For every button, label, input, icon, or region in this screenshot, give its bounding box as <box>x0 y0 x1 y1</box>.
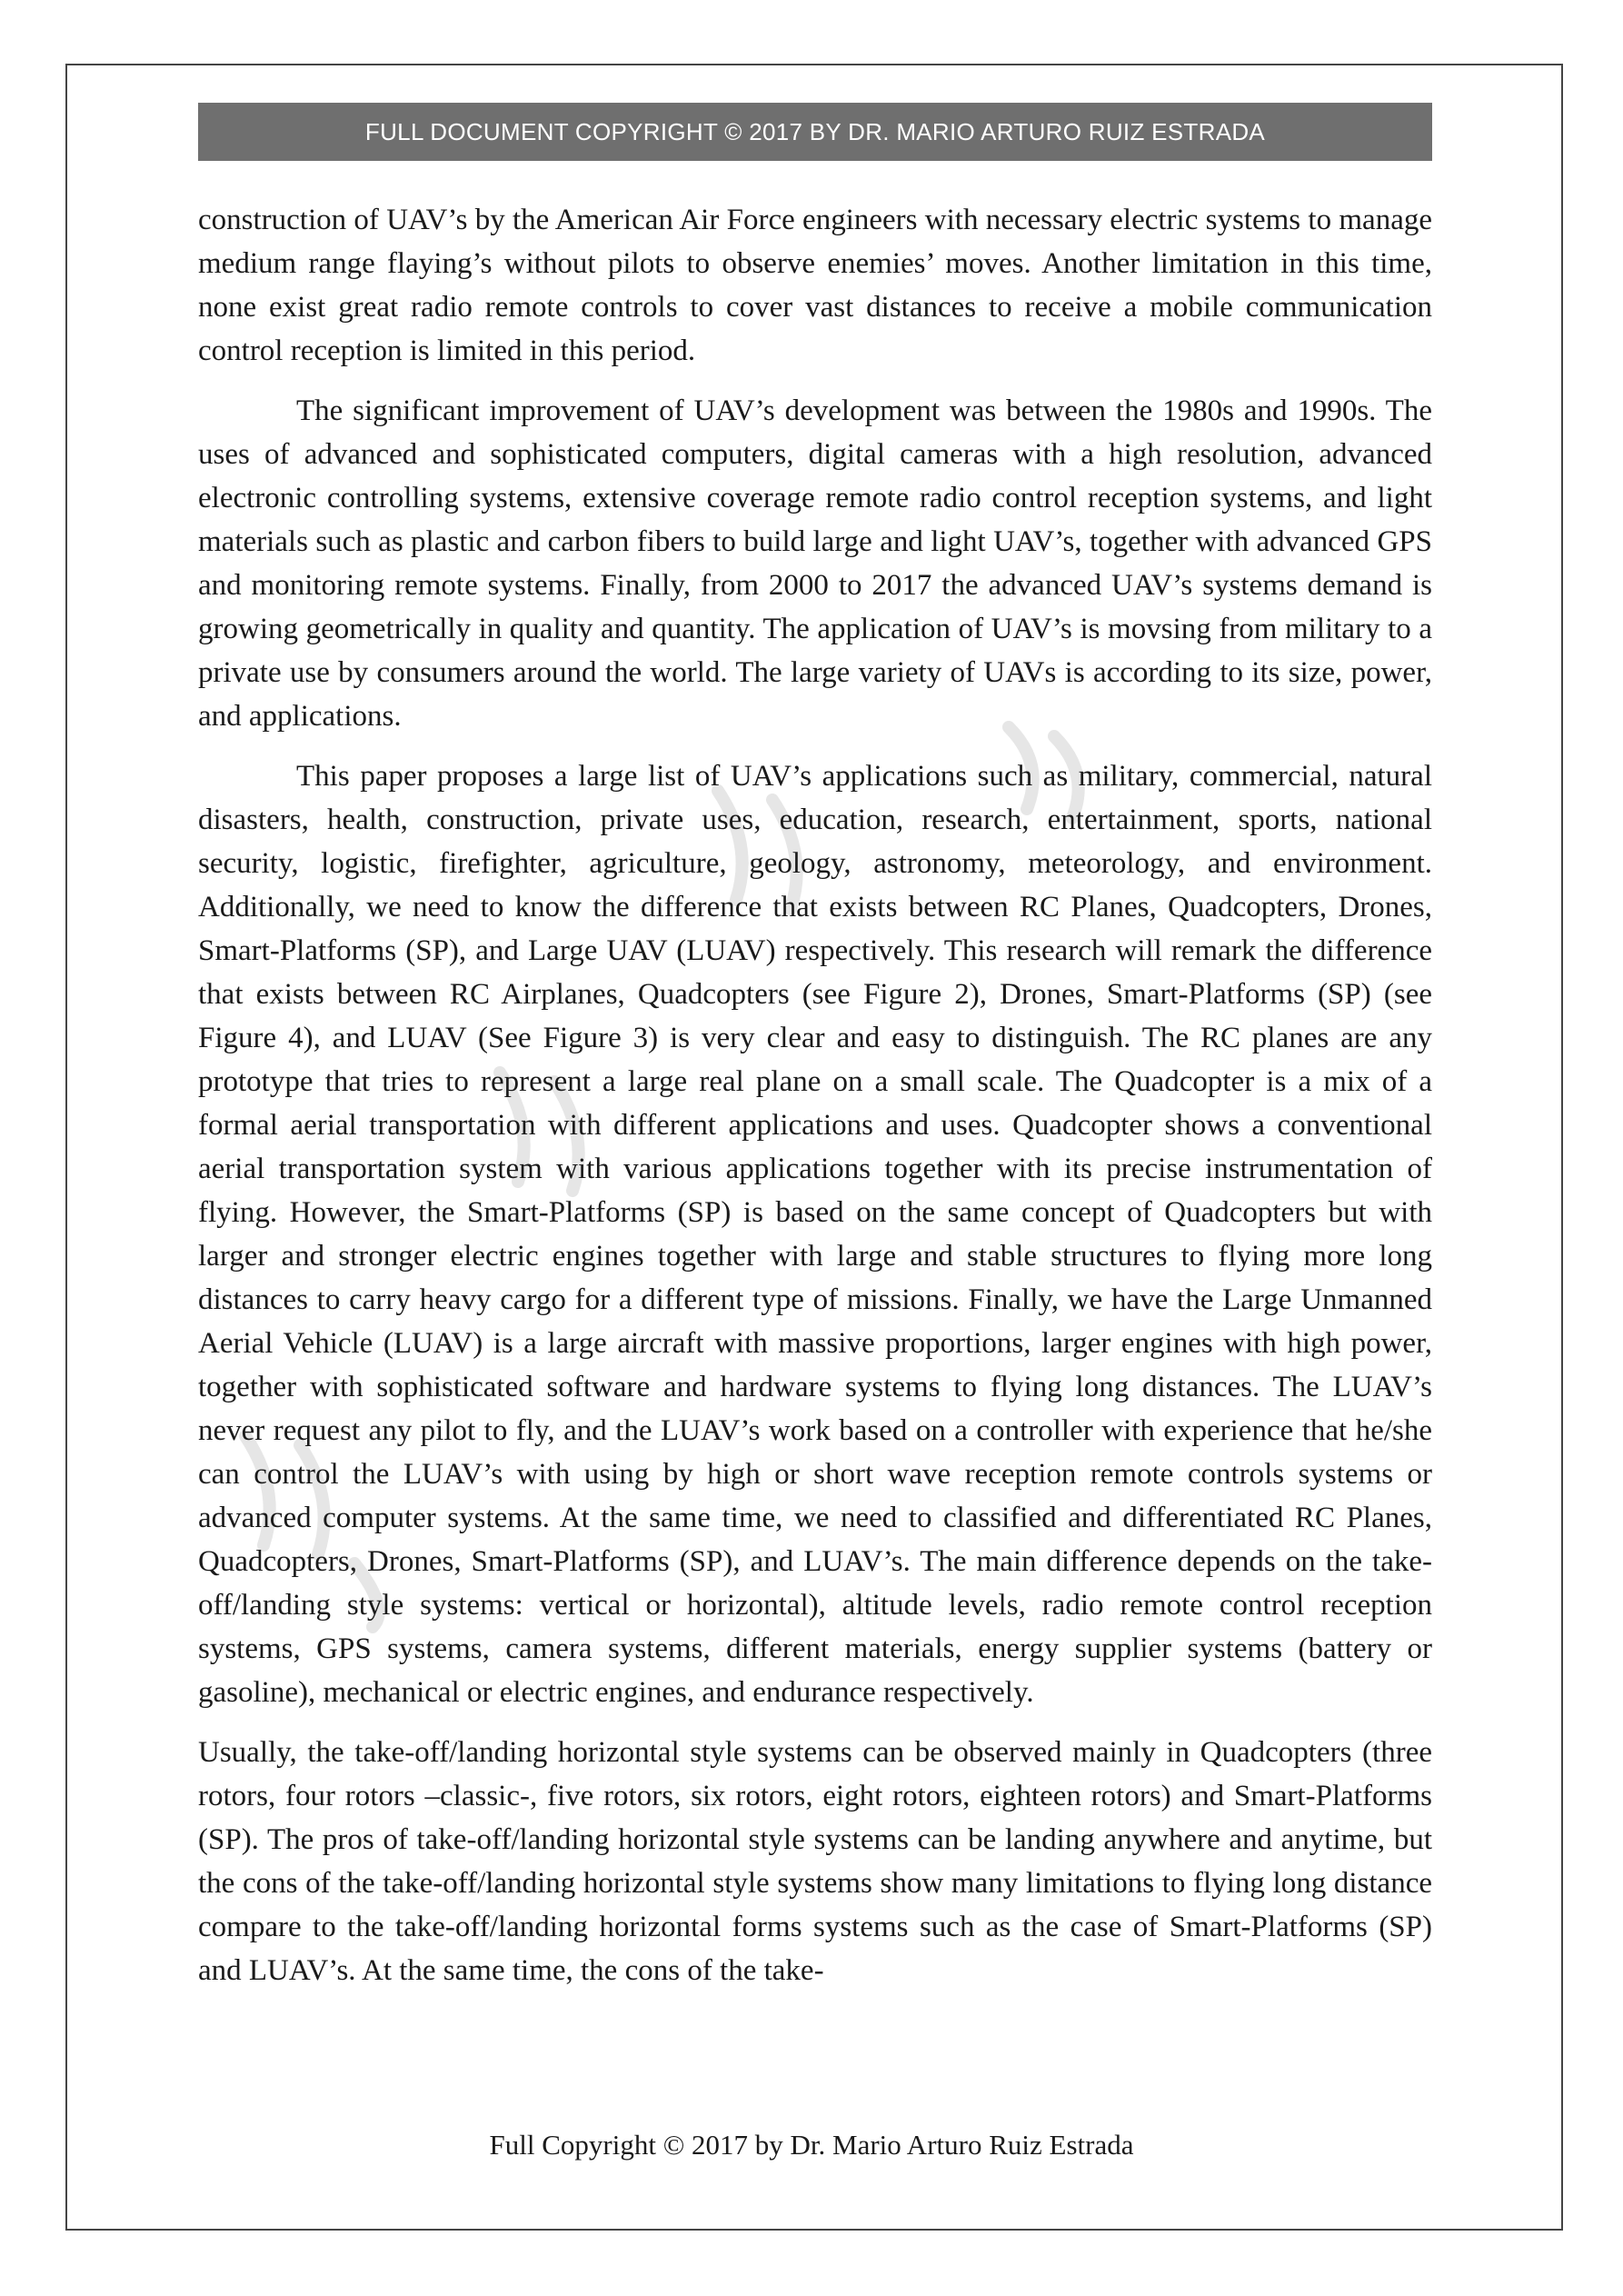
footer-copyright-text: Full Copyright © 2017 by Dr. Mario Arturo Ruiz Estrada <box>489 2129 1134 2161</box>
paragraph-2: The significant improvement of UAV’s development was between the 1980s and 1990s. The uses of advanced and sophisticated computers, digital cameras with a high resolution, advanced electronic controlling systems, extensive coverage remote radio control reception systems, and light materials such as plastic and carbon fibers to build large and light UAV’s, together with advanced GPS and monitoring remote systems. Finally, from 2000 to 2017 the advanced UAV’s systems demand is growing geometrically in quality and quantity. The application of UAV’s is movsing from military to a private use by consumers around the world. The large variety of UAVs is according to its size, power, and applications. <box>198 394 1432 733</box>
footer-copyright <box>0 2129 1623 2161</box>
paragraph-4: Usually, the take-off/landing horizontal style systems can be observed mainly in Quadcopters (three rotors, four rotors –classic-, five rotors, six rotors, eight rotors, eighteen rotors) and Smart-Platforms (SP). The pros of take-off/landing horizontal style systems can be landing anywhere and anytime, but the cons of the take-off/landing horizontal style systems show many limitations to flying long distance compare to the take-off/landing horizontal forms systems such as the case of Smart-Platforms (SP) and LUAV’s. At the same time, the cons of the take- <box>198 1736 1432 1987</box>
document-body <box>198 198 1432 2009</box>
paragraph-1: construction of UAV’s by the American Air Force engineers with necessary electric systems to manage medium range flaying’s without pilots to observe enemies’ moves. Another limitation in this time, none exist great radio remote controls to cover vast distances to receive a mobile communication control reception is limited in this period. <box>198 204 1432 367</box>
paragraph-3: This paper proposes a large list of UAV’s applications such as military, commercial, natural disasters, health, construction, private uses, education, research, entertainment, sports, national security, logistic, firefighter, agriculture, geology, astronomy, meteorology, and environment. Additionally, we need to know the difference that exists between RC Planes, Quadcopters, Drones, Smart-Platforms (SP), and Large UAV (LUAV) respectively. This research will remark the difference that exists between RC Airplanes, Quadcopters (see Figure 2), Drones, Smart-Platforms (SP) (see Figure 4), and LUAV (See Figure 3) is very clear and easy to distinguish. The RC planes are any prototype that tries to represent a large real plane on a small scale. The Quadcopter is a mix of a formal aerial transportation with different applications and uses. Quadcopter shows a conventional aerial transportation system with various applications together with its precise instrumentation of flying. However, the Smart-Platforms (SP) is based on the same concept of Quadcopters but with larger and stronger electric engines together with large and stable structures to flying more long distances to carry heavy cargo for a different type of missions. Finally, we have the Large Unmanned Aerial Vehicle (LUAV) is a large aircraft with massive proportions, larger engines with high power, together with sophisticated software and hardware systems to flying long distances. The LUAV’s never request any pilot to fly, and the LUAV’s work based on a controller with experience that he/she can control the LUAV’s with using by high or short wave reception remote controls systems or advanced computer systems. At the same time, we need to classified and differentiated RC Planes, Quadcopters, Drones, Smart-Platforms (SP), and LUAV’s. The main difference depends on the take-off/landing style systems: vertical or horizontal), altitude levels, radio remote control reception systems, GPS systems, camera systems, different materials, energy supplier systems (battery or gasoline), mechanical or electric engines, and endurance respectively. <box>198 760 1432 1709</box>
copyright-banner <box>198 103 1432 161</box>
copyright-banner-text: FULL DOCUMENT COPYRIGHT © 2017 BY DR. MARIO ARTURO RUIZ ESTRADA <box>364 117 1266 145</box>
